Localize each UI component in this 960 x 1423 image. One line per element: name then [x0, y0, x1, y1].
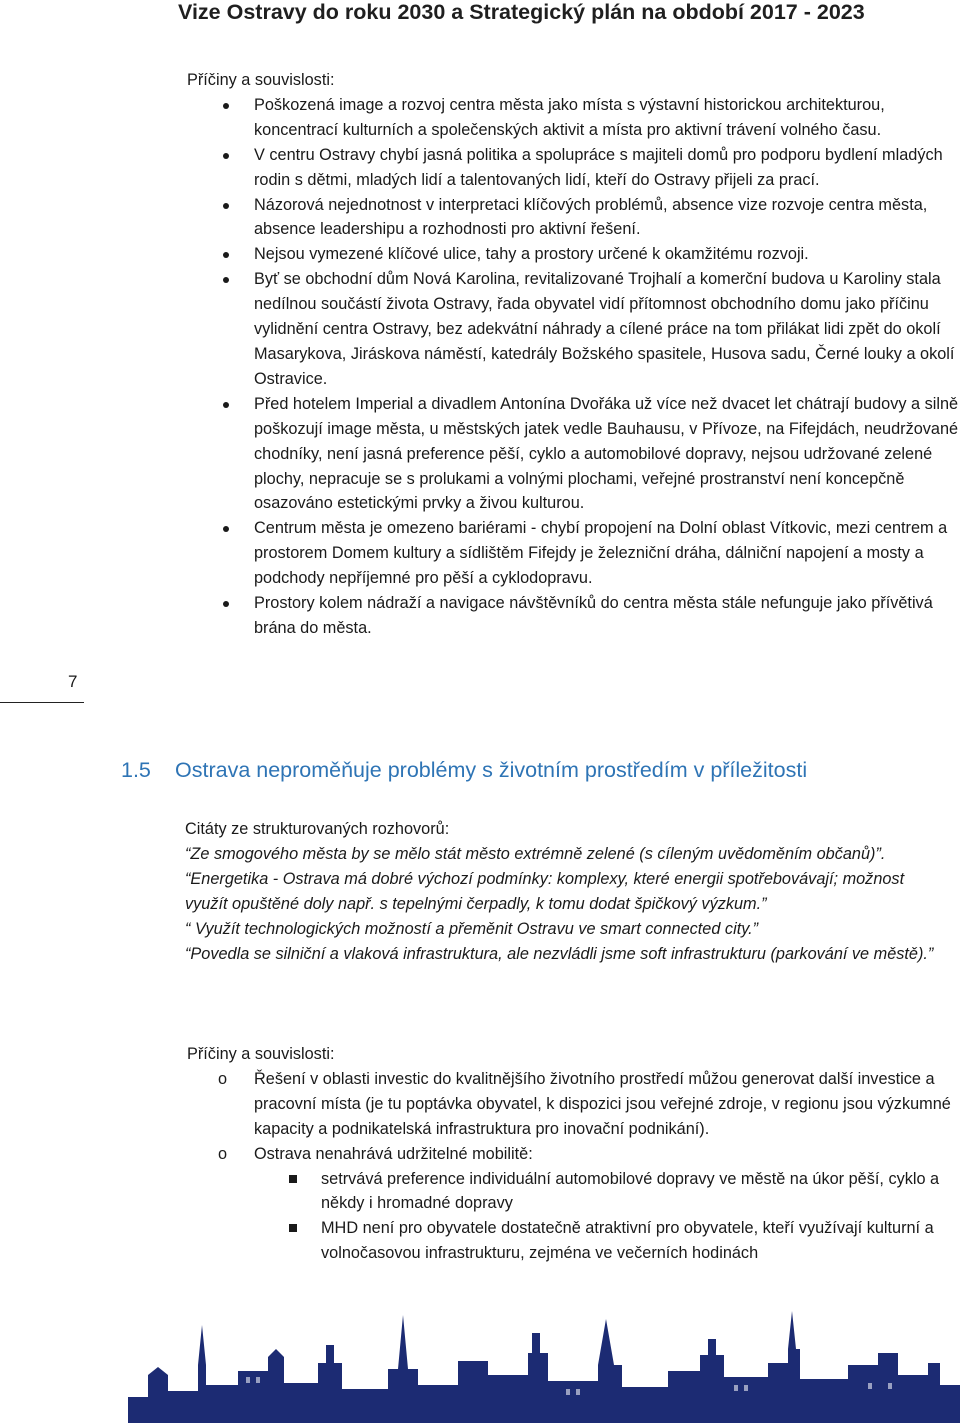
quote: “ Využít technologických možností a přeměnit Ostravu ve smart connected city.”	[185, 919, 759, 938]
section-heading	[121, 758, 807, 783]
quotes-label: Citáty ze strukturovaných rozhovorů:	[185, 820, 450, 838]
list-item: Centrum města je omezeno bariérami - chybí propojení na Dolní oblast Vítkovic, mezi centrem a prostorem Domem kultury a sídlištěm Fifejdy je železniční dráha, dálniční napojení a mosty a podchody nepříjemné pro pěší a cyklodopravu.	[187, 516, 960, 591]
list-item: Nejsou vymezené klíčové ulice, tahy a prostory určené k okamžitému rozvoji.	[187, 242, 960, 267]
sub-list-item: setrvává preference individuální automobilové dopravy ve městě na úkor pěší, cyklo a někdy i hromadné dopravy	[254, 1167, 960, 1217]
skyline-silhouette	[128, 1311, 960, 1423]
causes-list	[187, 93, 960, 641]
circle-bullet-icon: o	[218, 1069, 228, 1088]
causes-top-block	[187, 68, 960, 641]
list-item: Prostory kolem nádraží a navigace návštěvníků do centra města stále nefunguje jako přívětivá brána do města.	[187, 591, 960, 641]
quote: “Energetika - Ostrava má dobré výchozí podmínky: komplexy, které energii spotřebovávají; možnost využít opuštěné doly např. s tepelnými čerpadly, k tomu dodat špičkový výzkum.”	[185, 869, 905, 913]
causes-label: Příčiny a souvislosti:	[187, 71, 335, 89]
quotes-block	[185, 817, 945, 966]
list-item: V centru Ostravy chybí jasná politika a spolupráce s majiteli domů pro podporu bydlení mladých rodin s dětmi, mladých lidí a talentovaných lidí, kteří do Ostravy přijeli za prací.	[187, 143, 960, 193]
causes-bottom-block	[187, 1042, 960, 1266]
list-item: Před hotelem Imperial a divadlem Antonína Dvořáka už více než dvacet let chátrají budovy a silně poškozují image města, u městských jatek vedle Bauhausu, v Přívoze, na Fifejdách, neudržované chodníky, není jasná preference pěší, cyklo a automobilové dopravy, nejsou udržované zelené plochy, nepracuje se s prolukami a volnými plochami, veřejné prostranství není koncepčně osazováno estetickými prvky a živou kulturou.	[187, 392, 960, 517]
circle-bullet-icon: o	[218, 1144, 228, 1163]
city-skyline-icon	[128, 1305, 960, 1423]
list-item-text: Řešení v oblasti investic do kvalitnějšího životního prostředí můžou generovat další investice a pracovní místa (je tu poptávka obyvatel, k dispozici jsou veřejné zdroje, v regionu jsou výzkumné kapacity a podnikatelská infrastruktura pro inovační podnikání).	[254, 1069, 951, 1138]
sub-list	[254, 1167, 960, 1267]
causes-label: Příčiny a souvislosti:	[187, 1045, 335, 1063]
page-number-marker	[0, 666, 84, 703]
section-number: 1.5	[121, 758, 151, 782]
list-item: Názorová nejednotnost v interpretaci klíčových problémů, absence vize rozvoje centra města, absence leadershipu a rozhodnosti pro aktivní řešení.	[187, 193, 960, 243]
list-item	[187, 1142, 960, 1267]
section-title: Ostrava neproměňuje problémy s životním prostředím v příležitosti	[175, 758, 808, 782]
page-number: 7	[68, 672, 78, 691]
quote: “Ze smogového města by se mělo stát město extrémně zelené (s cíleným uvědoměním občanů)”.	[185, 844, 886, 863]
sub-list-item: MHD není pro obyvatele dostatečně atraktivní pro obyvatele, kteří využívají kulturní a volnočasovou infrastrukturu, zejména ve večerních hodinách	[254, 1216, 960, 1266]
list-item	[187, 1067, 960, 1142]
quote: “Povedla se silniční a vlaková infrastruktura, ale nezvládli jsme soft infrastrukturu (parkování ve městě).”	[185, 944, 934, 963]
list-item: Poškozená image a rozvoj centra města jako místa s výstavní historickou architekturou, koncentrací kulturních a společenských aktivit a místa pro aktivní trávení volného času.	[187, 93, 960, 143]
list-item: Byť se obchodní dům Nová Karolina, revitalizované Trojhalí a komerční budova u Karoliny stala nedílnou součástí života Ostravy, řada obyvatel vidí přítomnost obchodního domu jako příčinu vylidnění centra Ostravy, bez adekvátní náhrady a cílené práce na tom přilákat lidi zpět do okolí Masarykova, Jiráskova náměstí, katedrály Božského spasitele, Husova sadu, Černé louky a okolí Ostravice.	[187, 267, 960, 392]
list-item-text: Ostrava nenahrává udržitelné mobilitě:	[254, 1144, 533, 1163]
causes-list	[187, 1067, 960, 1266]
document-header-title: Vize Ostravy do roku 2030 a Strategický plán na období 2017 - 2023	[178, 0, 865, 24]
